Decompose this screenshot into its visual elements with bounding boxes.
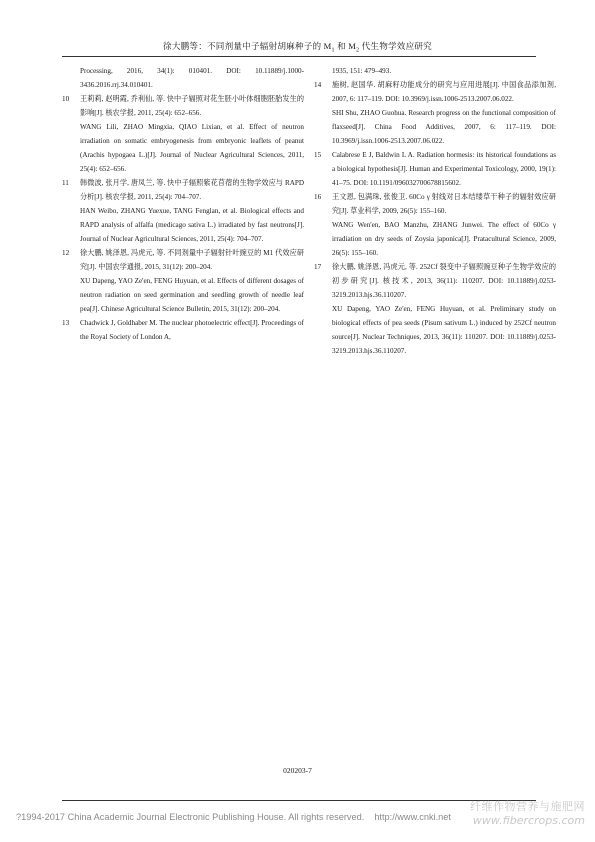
reference-text: 王文恩, 包满珠, 张俊卫. 60Co γ 射线对日本结缕草干种子的辐射效应研究[J]. 草业科学, 2009, 26(5): 155–160. bbox=[332, 193, 556, 215]
reference-list-right bbox=[314, 78, 556, 358]
reference-text-english: XU Dapeng, YAO Ze'en, FENG Huyuan, et al. Preliminary study on biological effects of pea seeds (Pisum sativum L.) induced by 252Cf neutron source[J]. Nuclear Techniques, 2013, 36(11): 110207. DOI: 10.11889/j.0253-3219.2013.hjs.36.110207. bbox=[332, 305, 556, 355]
header-title-part3: 代生物学效应研究 bbox=[359, 41, 432, 51]
reference-text: 王莉莉, 赵明霞, 乔利仙, 等. 快中子辐照对花生胚小叶体细胞胚胎发生的影响[J]. 核农学报, 2011, 25(4): 652–656. bbox=[80, 95, 304, 117]
reference-continuation bbox=[62, 64, 304, 92]
reference-body bbox=[80, 176, 304, 246]
reference-number: 14 bbox=[314, 81, 322, 89]
reference-body bbox=[332, 190, 556, 260]
reference-text-english: XU Dapeng, YAO Ze'en, FENG Huyuan, et al. Effects of different dosages of neutron radiation on seed germination and seedling growth of needle leaf pea[J]. Chinese Agricultural Science Bulletin, 2015, 31(12): 200–204. bbox=[80, 277, 304, 313]
reference-body bbox=[80, 92, 304, 176]
reference-body bbox=[332, 78, 556, 148]
reference-text: 施树, 赵国华. 胡麻籽功能成分的研究与应用进展[J]. 中国食品添加剂, 2007, 6: 117–119. DOI: 10.3969/j.issn.1006-2513.2007.06.022. bbox=[332, 81, 556, 103]
copyright-text: ?1994-2017 China Academic Journal Electronic Publishing House. All rights reserved. bbox=[16, 812, 365, 822]
reference-text-english: SHI Shu, ZHAO Guohua. Research progress on the functional composition of flaxseed[J]. China Food Additives, 2007, 6: 117–119. DOI: 10.3969/j.issn.1006-2513.2007.06.022. bbox=[332, 109, 556, 145]
reference-entry bbox=[62, 176, 304, 246]
reference-number: 11 bbox=[62, 179, 69, 187]
footer-link[interactable]: http://www.cnki.net bbox=[374, 812, 451, 822]
reference-body bbox=[332, 260, 556, 358]
reference-entry bbox=[314, 148, 556, 190]
reference-text: Chadwick J, Goldhaber M. The nuclear photoelectric effect[J]. Proceedings of the Royal Society of London A, bbox=[80, 319, 304, 341]
reference-text: Calabrese E J, Baldwin L A. Radiation hormesis: its historical foundations as a biological hypothesis[J]. Human and Experimental Toxicology, 2000, 19(1): 41–75. DOI: 10.1191/096032700678815602. bbox=[332, 151, 556, 187]
continuation-text: Processing, 2016, 34(1): 010401. DOI: 10.11889/j.1000-3436.2016.rrj.34.010401. bbox=[80, 67, 304, 89]
reference-entry bbox=[314, 190, 556, 260]
reference-list-left bbox=[62, 92, 304, 344]
watermark-title: 纤维作物营养与施肥网 bbox=[470, 800, 585, 813]
header-subscript-2: 2 bbox=[356, 47, 360, 54]
reference-text: 徐大鹏, 姚泽恩, 冯虎元, 等. 不同剂量中子辐射针叶豌豆的 M1 代效应研究[J]. 中国农学通报, 2015, 31(12): 200–204. bbox=[80, 249, 304, 271]
reference-text: 韩微波, 张月学, 唐凤兰, 等. 快中子辐照紫花苜蓿的生物学效应与 RAPD 分析[J]. 核农学报, 2011, 25(4): 704–707. bbox=[80, 179, 304, 201]
right-column bbox=[314, 64, 556, 358]
reference-body bbox=[332, 148, 556, 190]
header-title-part1: 徐大鹏等：不同剂量中子辐射胡麻种子的 M bbox=[163, 41, 332, 51]
running-header bbox=[0, 40, 595, 54]
reference-body bbox=[80, 246, 304, 316]
reference-text-english: WANG Wen'en, BAO Manzhu, ZHANG Junwei. The effect of 60Co γ irradiation on dry seeds of Zoysia japonica[J]. Pratacultural Science, 2009, 26(5): 155–160. bbox=[332, 221, 556, 257]
reference-text-english: HAN Weibo, ZHANG Yuexue, TANG Fenglan, et al. Biological effects and RAPD analysis of alfalfa (medicago sativa L.) irradiated by fast neutrons[J]. Journal of Nuclear Agricultural Sciences, 2011, 25(4): 704–707. bbox=[80, 207, 304, 243]
reference-entry bbox=[62, 316, 304, 344]
reference-number: 16 bbox=[314, 193, 322, 201]
left-column bbox=[62, 64, 304, 344]
reference-number: 10 bbox=[62, 95, 70, 103]
reference-entry bbox=[314, 78, 556, 148]
reference-number: 17 bbox=[314, 263, 322, 271]
header-rule bbox=[62, 56, 536, 57]
reference-number: 12 bbox=[62, 249, 70, 257]
reference-body bbox=[80, 316, 304, 344]
reference-entry bbox=[62, 92, 304, 176]
continuation-text: 1935, 151: 479–493. bbox=[332, 67, 392, 75]
reference-number: 13 bbox=[62, 319, 70, 327]
reference-entry bbox=[314, 260, 556, 358]
header-title-part2: 和 M bbox=[334, 41, 357, 51]
reference-text: 徐大鹏, 姚泽恩, 冯虎元, 等. 252Cf 裂变中子辐照豌豆种子生物学效应的初步研究[J]. 核技术, 2013, 36(11): 110207. DOI: 10.11889/j.0253-3219.2013.hjs.36.110207. bbox=[332, 263, 556, 299]
reference-text-english: WANG Lili, ZHAO Mingxia, QIAO Lixian, et al. Effect of neutron irradiation on somatic embryogenesis from embryonic leaflets of peanut (Arachis hypogaea L.)[J]. Journal of Nuclear Agricultural Sciences, 2011, 25(4): 652–656. bbox=[80, 123, 304, 173]
reference-entry bbox=[62, 246, 304, 316]
watermark-url: www.fibercrops.com bbox=[472, 814, 585, 827]
reference-number: 15 bbox=[314, 151, 322, 159]
page-number: 020203-7 bbox=[283, 766, 312, 775]
watermark bbox=[470, 800, 585, 828]
reference-continuation bbox=[314, 64, 556, 78]
footer-rule bbox=[62, 800, 536, 801]
header-subscript-1: 1 bbox=[331, 47, 335, 54]
